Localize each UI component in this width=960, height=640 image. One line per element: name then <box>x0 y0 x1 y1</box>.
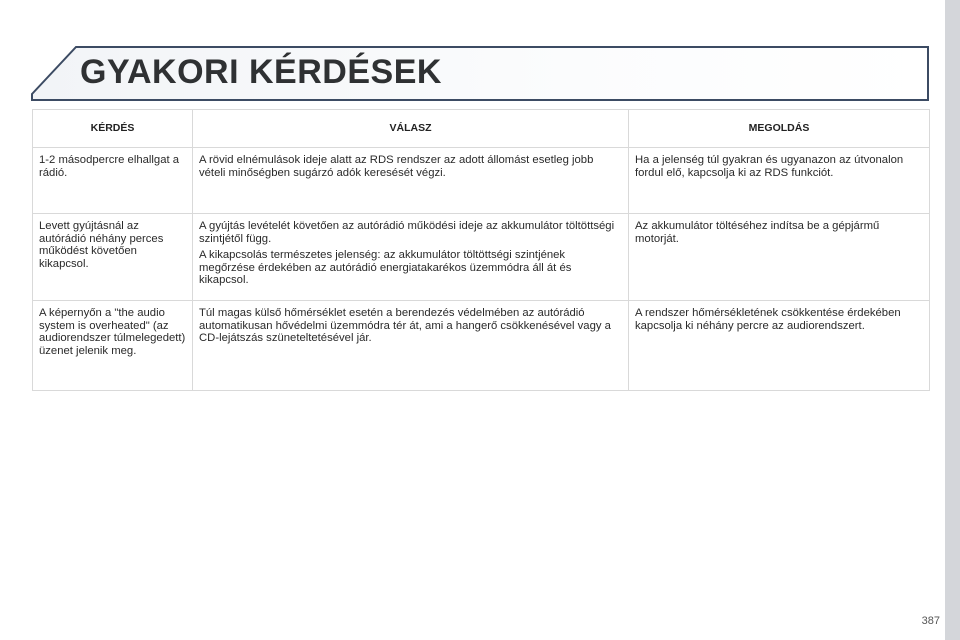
solution-cell: A rendszer hőmérsékletének csökkentése érdekében kapcsolja ki néhány percre az audiorendszert. <box>629 301 930 391</box>
page-number: 387 <box>921 615 940 627</box>
column-header-question: KÉRDÉS <box>33 110 193 148</box>
answer-cell <box>193 214 629 301</box>
answer-paragraph: Túl magas külső hőmérséklet esetén a berendezés védelmében az autórádió automatikusan hővédelmi üzemmódra tér át, ami a hangerő csökkenésével vagy a CD-lejátszás szüneteltetésével jár. <box>199 307 611 344</box>
question-cell: Levett gyújtásnál az autórádió néhány perces működést követően kikapcsol. <box>33 214 193 301</box>
table-row <box>33 301 930 391</box>
question-cell: A képernyőn a "the audio system is overheated" (az audiorendszer túlmelegedett) üzenet jelenik meg. <box>33 301 193 391</box>
column-header-solution: MEGOLDÁS <box>629 110 930 148</box>
table-row <box>33 214 930 301</box>
table-row <box>33 148 930 214</box>
table-header-row <box>33 110 930 148</box>
answer-cell <box>193 148 629 214</box>
faq-table <box>32 109 930 391</box>
answer-paragraph: A kikapcsolás természetes jelenség: az akkumulátor töltöttségi szintjének megőrzése érdekében az autórádió energiatakarékos üzemmódra áll át és kikapcsol. <box>199 249 572 286</box>
page-edge-bar <box>945 0 960 640</box>
solution-cell: Ha a jelenség túl gyakran és ugyanazon az útvonalon fordul elő, kapcsolja ki az RDS funkciót. <box>629 148 930 214</box>
page-title: GYAKORI KÉRDÉSEK <box>80 53 442 91</box>
column-header-answer: VÁLASZ <box>193 110 629 148</box>
question-cell: 1-2 másodpercre elhallgat a rádió. <box>33 148 193 214</box>
answer-paragraph: A rövid elnémulások ideje alatt az RDS rendszer az adott állomást esetleg jobb vételi minőségben sugárzó adók keresését végzi. <box>199 154 594 179</box>
solution-cell: Az akkumulátor töltéséhez indítsa be a gépjármű motorját. <box>629 214 930 301</box>
answer-paragraph: A gyújtás levételét követően az autórádió működési ideje az akkumulátor töltöttségi szintjétől függ. <box>199 220 615 245</box>
answer-cell <box>193 301 629 391</box>
title-banner <box>30 44 930 104</box>
